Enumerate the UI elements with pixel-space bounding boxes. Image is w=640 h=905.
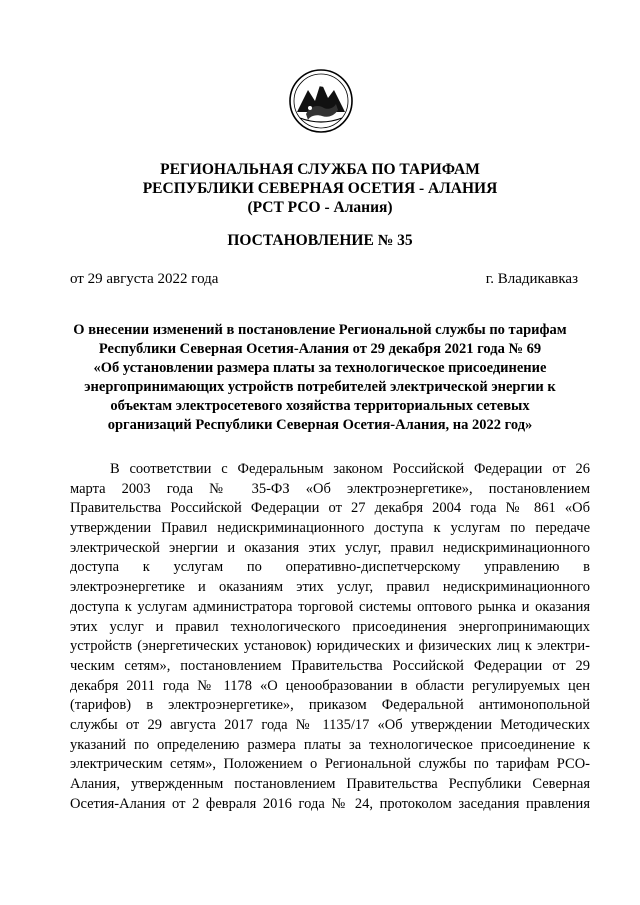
subject-line: Республики Северная Осетия-Алания от 29 декабря 2021 года № 69 [98, 341, 542, 357]
subject-line: энергопринимающих устройств потребителей электрической энергии к [84, 379, 556, 395]
agency-name-line: РЕГИОНАЛЬНАЯ СЛУЖБА ПО ТАРИФАМ [160, 161, 480, 178]
body-line: электрическим сетям», Положением о Региональной службы по тарифам РСО- [70, 756, 590, 773]
subject-line: «Об установлении размера платы за технологическое присоединение [93, 360, 547, 376]
decree-subject [62, 321, 578, 435]
decree-date: от 29 августа 2022 года [70, 271, 219, 287]
body-line: марта 2003 года № 35-ФЗ «Об электроэнергетике», постановлением [70, 480, 590, 497]
body-line: Правительства Российской Федерации от 27 декабря 2004 года № 861 «Об [70, 500, 590, 517]
agency-abbreviation: (РСТ РСО - Алания) [247, 199, 393, 216]
body-line: Алания, утвержденным постановлением Правительства Республики Северная [70, 776, 590, 792]
decree-title: ПОСТАНОВЛЕНИЕ № 35 [227, 232, 413, 249]
body-line: этих услуг и правил технологического присоединения энергопринимающих [70, 618, 590, 635]
body-line: устройств (энергетических установок) юридических и физических лиц к электри- [70, 638, 590, 655]
coat-of-arms-icon [288, 68, 354, 134]
body-line: электроэнергетике и оказаниям этих услуг, правил недискриминационного [70, 579, 590, 596]
body-line: доступа к услугам по оперативно-диспетчерскому управлению в [70, 559, 590, 576]
body-line: электрической энергии и оказания этих услуг, правил недискриминационного [70, 539, 590, 556]
agency-name-line: РЕСПУБЛИКИ СЕВЕРНАЯ ОСЕТИЯ - АЛАНИЯ [142, 180, 498, 197]
body-line: (тарифов) в электроэнергетике», приказом Федеральной антимонопольной [70, 697, 590, 714]
body-line: службы от 29 августа 2017 года № 1135/17 «Об утверждении Методических [70, 716, 590, 733]
subject-line: О внесении изменений в постановление Региональной службы по тарифам [73, 322, 567, 338]
body-paragraph [70, 460, 590, 814]
body-line: ческим сетям», постановлением Правительства Российской Федерации от 29 [70, 657, 590, 674]
subject-line: организаций Республики Северная Осетия-Алания, на 2022 год» [107, 417, 533, 433]
decree-city: г. Владикавказ [485, 271, 578, 287]
body-line: указаний по определению размера платы за технологическое присоединение к [70, 736, 590, 753]
body-line: В соответствии с Федеральным законом Российской Федерации от 26 [110, 461, 590, 477]
subject-line: объектам электросетевого хозяйства территориальных сетевых [110, 398, 530, 414]
body-line: декабря 2011 года № 1178 «О ценообразовании в области регулируемых цен [70, 677, 590, 694]
body-line: Осетия-Алания от 2 февраля 2016 года № 24, протоколом заседания правления [70, 795, 590, 812]
body-line: утверждении Правил недискриминационного доступа к услугам по передаче [70, 520, 590, 537]
body-line: доступа к услугам администратора торговой системы оптового рынка и оказания [70, 598, 590, 615]
